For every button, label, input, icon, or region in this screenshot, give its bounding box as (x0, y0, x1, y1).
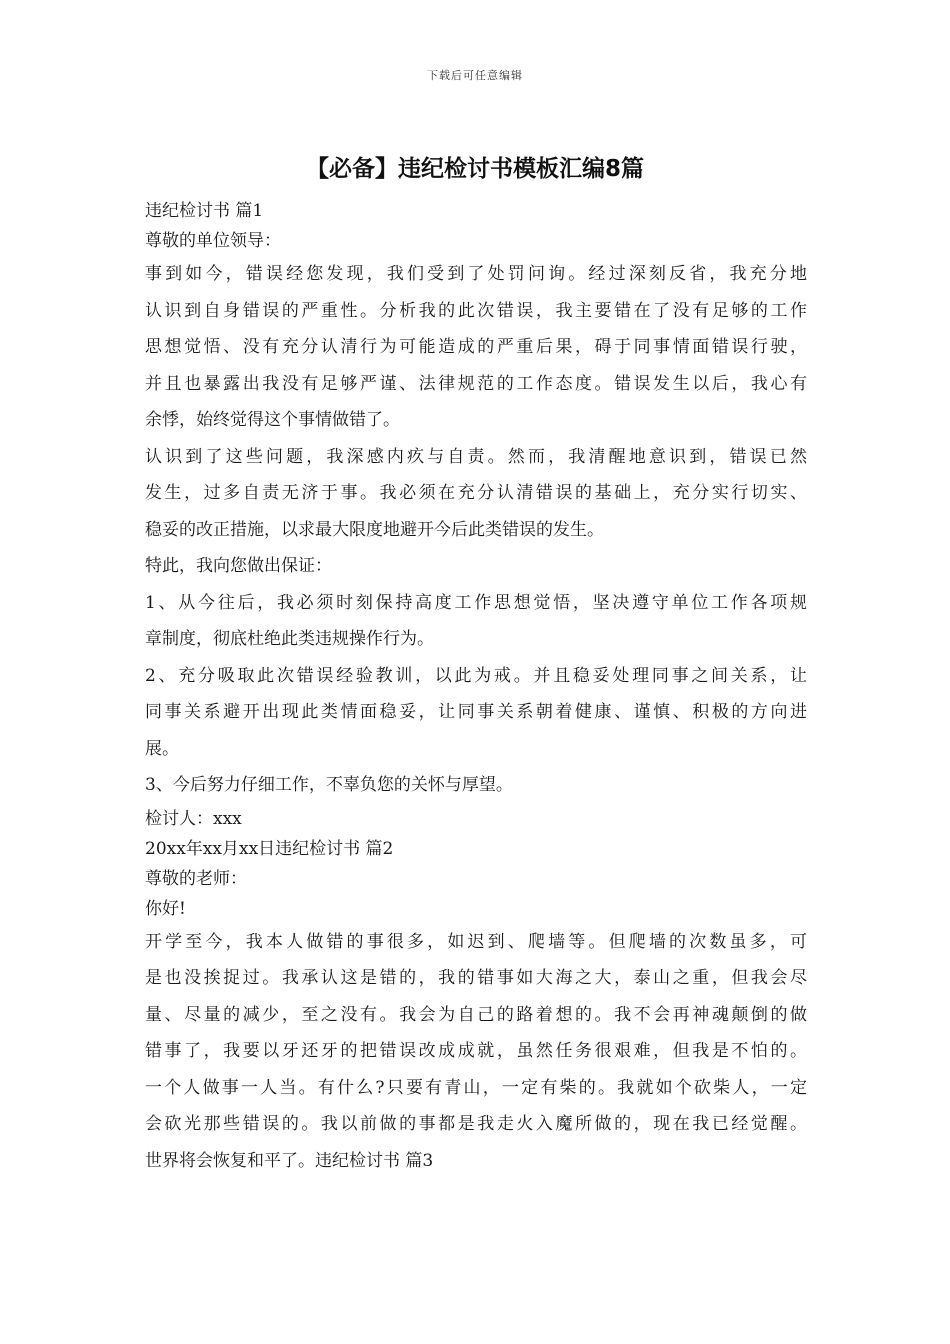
text-line: 并且也暴露出我没有足够严谨、法律规范的工作态度。错误发生以后，我心有 (145, 373, 807, 394)
text-line: 1、从今往后，我必须时刻保持高度工作思想觉悟，坚决遵守单位工作各项规 (145, 592, 807, 613)
text-line: 检讨人：xxx (145, 808, 242, 829)
text-line: 3、今后努力仔细工作，不辜负您的关怀与厚望。 (145, 775, 513, 795)
text-line: 章制度，彻底杜绝此类违规操作行为。 (145, 629, 434, 649)
text-line: 认识到了这些问题，我深感内疚与自责。然而，我清醒地意识到，错误已然 (145, 446, 807, 467)
text-line: 一个人做事一人当。有什么?只要有青山，一定有柴的。我就如个砍柴人，一定 (145, 1077, 807, 1098)
text-line: 是也没挨捉过。我承认这是错的，我的错事如大海之大，泰山之重，但我会尽 (145, 968, 807, 988)
text-line: 余悸，始终觉得这个事情做错了。 (145, 410, 400, 430)
text-line: 开学至今，我本人做错的事很多，如迟到、爬墙等。但爬墙的次数虽多，可 (145, 931, 807, 952)
text-line: 违纪检讨书 篇1 (145, 201, 264, 221)
text-line: 特此，我向您做出保证： (145, 556, 332, 576)
text-line: 会砍光那些错误的。我以前做的事都是我走火入魔所做的，现在我已经觉醒。 (145, 1114, 807, 1134)
text-line: 错事了，我要以牙还牙的把错误改成成就，虽然任务很艰难，但我是不怕的。 (145, 1041, 807, 1061)
text-line: 事到如今，错误经您发现，我们受到了处罚问询。经过深刻反省，我充分地 (145, 264, 807, 284)
text-line: 量、尽量的减少，至之没有。我会为自己的路着想的。我不会再神魂颠倒的做 (145, 1004, 807, 1025)
text-line: 世界将会恢复和平了。违纪检讨书 篇3 (145, 1150, 434, 1171)
text-line: 2、充分吸取此次错误经验教训，以此为戒。并且稳妥处理同事之间关系，让 (145, 665, 807, 686)
text-line: 认识到自身错误的严重性。分析我的此次错误，我主要错在了没有足够的工作 (145, 300, 807, 321)
text-line: 尊敬的单位领导： (145, 231, 281, 251)
text-line: 发生，过多自责无济于事。我必须在充分认清错误的基础上，充分实行切实、 (145, 483, 807, 503)
text-line: 同事关系避开出现此类情面稳妥，让同事关系朝着健康、谨慎、积极的方向进 (145, 702, 807, 722)
document-title: 【必备】违纪检讨书模板汇编8篇 (305, 156, 644, 182)
text-line: 尊敬的老师： (145, 868, 247, 889)
text-line: 20xx年xx月xx日违纪检讨书 篇2 (145, 838, 394, 859)
header-note: 下载后可任意编辑 (427, 69, 523, 82)
text-line: 稳妥的改正措施，以求最大限度地避开今后此类错误的发生。 (145, 519, 604, 540)
document-body (145, 196, 807, 1179)
text-line: 展。 (145, 738, 179, 759)
text-line: 你好! (145, 898, 186, 919)
text-line: 思想觉悟、没有充分认清行为可能造成的严重后果，碍于同事情面错误行驶， (145, 337, 807, 357)
